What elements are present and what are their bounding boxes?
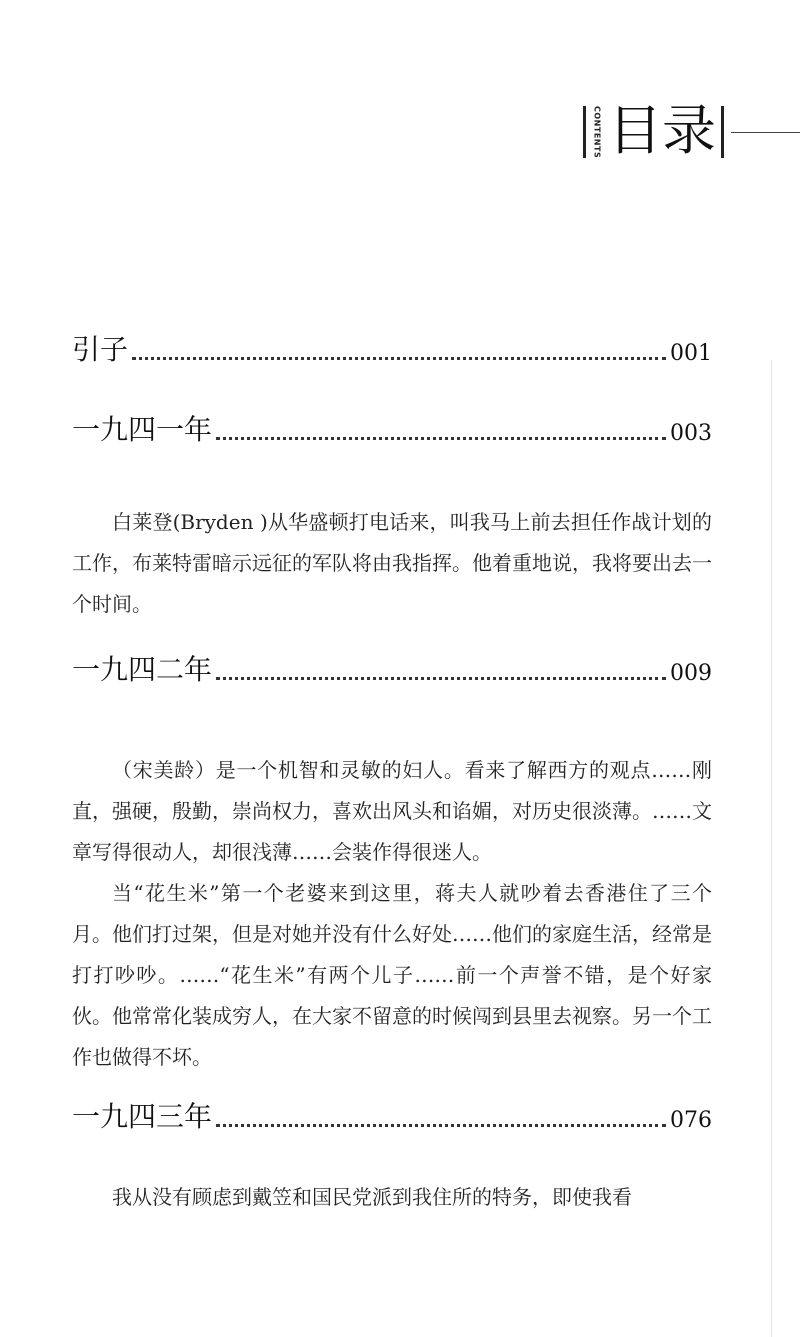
- header-divider-right: [721, 106, 724, 158]
- toc-page-number: 009: [670, 661, 712, 686]
- toc-page-number: 003: [670, 421, 712, 446]
- toc-page-number: 076: [670, 1108, 712, 1133]
- dot-leader: [132, 357, 666, 360]
- toc-entry-title: 一九四二年: [72, 653, 213, 686]
- dot-leader: [216, 437, 666, 440]
- toc-entry[interactable]: [72, 410, 712, 450]
- excerpt-paragraph: 白莱登(Bryden )从华盛顿打电话来，叫我马上前去担任作战计划的工作，布莱特雷暗示远征的军队将由我指挥。他着重地说，我将要出去一个时间。: [72, 510, 712, 616]
- contents-label: CONTENTS: [592, 105, 602, 159]
- toc-excerpt: [72, 1177, 712, 1218]
- header-rule: [731, 132, 800, 133]
- page-edge-line: [771, 360, 772, 1337]
- dot-leader: [216, 1124, 666, 1127]
- contents-header: [583, 98, 800, 168]
- excerpt-paragraph: 当“花生米”第一个老婆来到这里，蒋夫人就吵着去香港住了三个月。他们打过架，但是对她并没有什么好处……他们的家庭生活，经常是打打吵吵。……“花生米”有两个儿子……前一个声誉不错，是个好家伙。他常常化装成穷人，在大家不留意的时候闯到县里去视察。另一个工作也做得不坏。: [72, 881, 712, 1069]
- toc-entry-title: 一九四三年: [72, 1100, 213, 1133]
- toc-section: [72, 410, 712, 625]
- toc-section: [72, 330, 712, 370]
- toc-excerpt: [72, 750, 712, 1078]
- toc-entry[interactable]: [72, 330, 712, 370]
- header-divider-left: [583, 106, 586, 158]
- page-title: 目录: [608, 99, 716, 162]
- excerpt-paragraph: 我从没有顾虑到戴笠和国民党派到我住所的特务，即使我看: [112, 1185, 632, 1209]
- toc-excerpt: [72, 502, 712, 625]
- toc-entry[interactable]: [72, 650, 712, 690]
- toc-entry[interactable]: [72, 1097, 712, 1137]
- toc-page-number: 001: [670, 341, 712, 366]
- toc-entry-title: 一九四一年: [72, 413, 213, 446]
- toc-section: [72, 650, 712, 1078]
- toc-entry-title: 引子: [72, 333, 129, 366]
- excerpt-paragraph: （宋美龄）是一个机智和灵敏的妇人。看来了解西方的观点……刚直，强硬，殷勤，崇尚权力，喜欢出风头和谄媚，对历史很淡薄。……文章写得很动人，却很浅薄……会装作得很迷人。: [72, 758, 712, 864]
- dot-leader: [216, 677, 666, 680]
- toc-section: [72, 1097, 712, 1218]
